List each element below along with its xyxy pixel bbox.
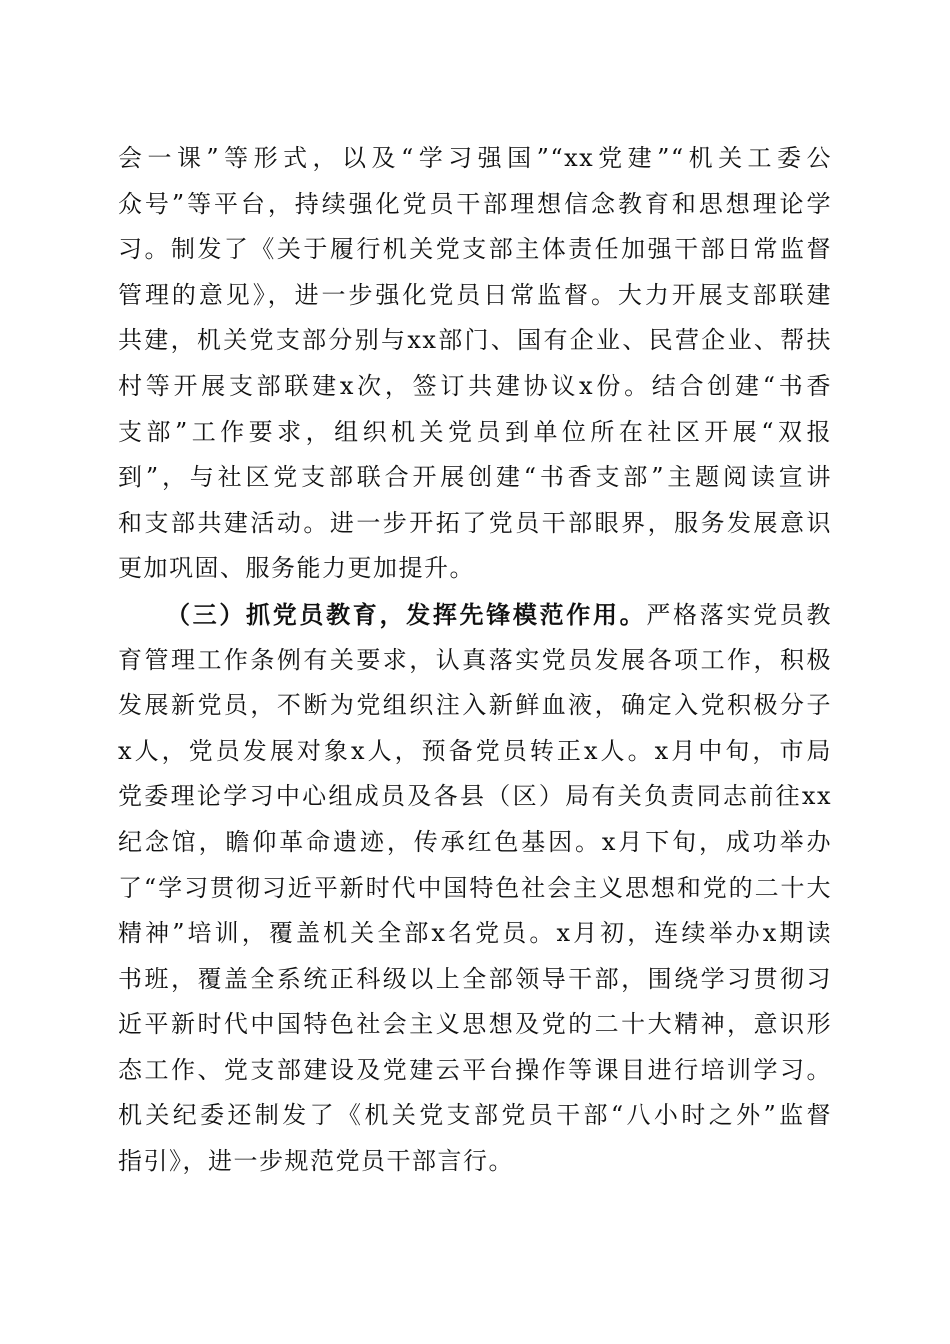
text-line: 支部”工作要求，组织机关党员到单位所在社区开展“双报 [118,417,832,446]
paragraph-1 [118,136,832,592]
paragraph-first-line [118,592,832,638]
text-line: 和支部共建活动。进一步开拓了党员干部眼界，服务发展意识 [118,508,832,537]
text-line: 众号”等平台，持续强化党员干部理想信念教育和思想理论学 [118,189,832,218]
text-line: 管理的意见》，进一步强化党员日常监督。大力开展支部联建 [118,280,832,309]
document-body [118,136,832,1185]
section-heading: （三）抓党员教育，发挥先锋模范作用。 [166,599,647,629]
text-line: 纪念馆，瞻仰革命遗迹，传承红色基因。x月下旬，成功举办 [118,827,832,856]
text-line: 育管理工作条例有关要求，认真落实党员发展各项工作，积极 [118,645,832,674]
text-line: 精神”培训，覆盖机关全部x名党员。x月初，连续举办x期读 [118,919,832,948]
text-line: 党委理论学习中心组成员及各县（区）局有关负责同志前往xx [118,782,832,811]
text-line: 态工作、党支部建设及党建云平台操作等课目进行培训学习。 [118,1055,832,1084]
text-line: 书班，覆盖全系统正科级以上全部领导干部，围绕学习贯彻习 [118,964,832,993]
text-line: 更加巩固、服务能力更加提升。 [118,554,475,583]
text-line: 村等开展支部联建x次，签订共建协议x份。结合创建“书香 [118,371,832,400]
text-line: 近平新时代中国特色社会主义思想及党的二十大精神，意识形 [118,1010,832,1039]
heading-line-rest: 严格落实党员教 [646,600,832,629]
text-line: 共建，机关党支部分别与xx部门、国有企业、民营企业、帮扶 [118,326,832,355]
text-line: 发展新党员，不断为党组织注入新鲜血液，确定入党积极分子 [118,691,832,720]
text-line: 会一课”等形式，以及“学习强国”“xx党建”“机关工委公 [118,144,832,172]
text-line: 到”，与社区党支部联合开展创建“书香支部”主题阅读宣讲 [118,463,832,492]
paragraph-2 [118,592,832,1185]
text-line: 习。制发了《关于履行机关党支部主体责任加强干部日常监督 [118,235,832,264]
text-line: 了“学习贯彻习近平新时代中国特色社会主义思想和党的二十大 [118,873,832,902]
text-line: x人，党员发展对象x人，预备党员转正x人。x月中旬，市局 [118,736,832,765]
text-line: 机关纪委还制发了《机关党支部党员干部“八小时之外”监督 [118,1101,832,1130]
text-line: 指引》，进一步规范党员干部言行。 [118,1147,514,1176]
